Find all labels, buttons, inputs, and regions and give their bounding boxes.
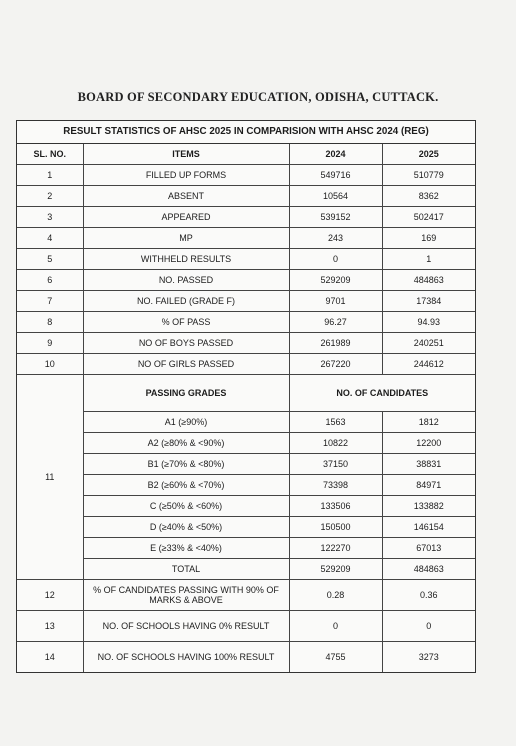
row-value-2025: 94.93 [382, 312, 475, 333]
col-header-2025: 2025 [382, 144, 475, 165]
grade-value-2024: 1563 [289, 412, 382, 433]
row-sl-no: 6 [17, 270, 83, 291]
row-item: NO. FAILED (GRADE F) [83, 291, 289, 312]
row-item: % OF CANDIDATES PASSING WITH 90% OF MARKS & ABOVE [83, 580, 289, 611]
row-item: MP [83, 228, 289, 249]
grades-sl-no: 11 [17, 375, 83, 580]
row-item: NO OF BOYS PASSED [83, 333, 289, 354]
grade-row [17, 496, 475, 517]
grade-row [17, 517, 475, 538]
row-item: APPEARED [83, 207, 289, 228]
row-sl-no: 2 [17, 186, 83, 207]
row-sl-no: 14 [17, 642, 83, 673]
table-row [17, 165, 475, 186]
table-row [17, 611, 475, 642]
grade-label: B2 (≥60% & <70%) [83, 475, 289, 496]
grade-value-2024: 133506 [289, 496, 382, 517]
grade-value-2025: 484863 [382, 559, 475, 580]
grade-label: E (≥33% & <40%) [83, 538, 289, 559]
table-row [17, 249, 475, 270]
grade-label: C (≥50% & <60%) [83, 496, 289, 517]
row-value-2025: 0.36 [382, 580, 475, 611]
row-value-2024: 539152 [289, 207, 382, 228]
grade-row [17, 538, 475, 559]
row-value-2024: 267220 [289, 354, 382, 375]
row-item: % OF PASS [83, 312, 289, 333]
grade-value-2024: 122270 [289, 538, 382, 559]
row-value-2024: 549716 [289, 165, 382, 186]
col-header-2024: 2024 [289, 144, 382, 165]
row-sl-no: 1 [17, 165, 83, 186]
row-value-2024: 4755 [289, 642, 382, 673]
grade-row [17, 454, 475, 475]
grade-label: TOTAL [83, 559, 289, 580]
table-title: RESULT STATISTICS OF AHSC 2025 IN COMPARISION WITH AHSC 2024 (REG) [17, 121, 475, 144]
row-value-2025: 484863 [382, 270, 475, 291]
row-item: NO OF GIRLS PASSED [83, 354, 289, 375]
table-row [17, 228, 475, 249]
row-value-2025: 17384 [382, 291, 475, 312]
grade-label: B1 (≥70% & <80%) [83, 454, 289, 475]
col-header-sl: SL. NO. [17, 144, 83, 165]
row-sl-no: 5 [17, 249, 83, 270]
row-value-2024: 10564 [289, 186, 382, 207]
table-row [17, 207, 475, 228]
row-value-2024: 261989 [289, 333, 382, 354]
statistics-table [16, 120, 476, 673]
row-value-2025: 244612 [382, 354, 475, 375]
grade-row [17, 433, 475, 454]
grade-value-2025: 67013 [382, 538, 475, 559]
grade-label: A2 (≥80% & <90%) [83, 433, 289, 454]
row-value-2025: 1 [382, 249, 475, 270]
grade-value-2024: 529209 [289, 559, 382, 580]
row-value-2025: 0 [382, 611, 475, 642]
row-value-2025: 8362 [382, 186, 475, 207]
row-value-2025: 240251 [382, 333, 475, 354]
row-item: WITHHELD RESULTS [83, 249, 289, 270]
row-sl-no: 8 [17, 312, 83, 333]
header-row [17, 144, 475, 165]
grade-row [17, 559, 475, 580]
row-value-2025: 510779 [382, 165, 475, 186]
passing-grades-header: PASSING GRADES [83, 375, 289, 412]
row-item: NO. OF SCHOOLS HAVING 0% RESULT [83, 611, 289, 642]
row-sl-no: 3 [17, 207, 83, 228]
row-item: ABSENT [83, 186, 289, 207]
grade-value-2024: 150500 [289, 517, 382, 538]
grade-label: D (≥40% & <50%) [83, 517, 289, 538]
row-sl-no: 7 [17, 291, 83, 312]
grade-label: A1 (≥90%) [83, 412, 289, 433]
grade-value-2024: 10822 [289, 433, 382, 454]
row-value-2024: 0.28 [289, 580, 382, 611]
row-sl-no: 9 [17, 333, 83, 354]
row-item: NO. OF SCHOOLS HAVING 100% RESULT [83, 642, 289, 673]
row-value-2024: 96.27 [289, 312, 382, 333]
row-value-2025: 502417 [382, 207, 475, 228]
row-value-2024: 0 [289, 249, 382, 270]
row-value-2024: 0 [289, 611, 382, 642]
row-sl-no: 12 [17, 580, 83, 611]
grade-row [17, 475, 475, 496]
row-item: FILLED UP FORMS [83, 165, 289, 186]
row-value-2025: 3273 [382, 642, 475, 673]
row-value-2024: 9701 [289, 291, 382, 312]
grade-row [17, 412, 475, 433]
stats-grid [17, 144, 475, 672]
grade-value-2024: 73398 [289, 475, 382, 496]
table-row [17, 354, 475, 375]
row-sl-no: 4 [17, 228, 83, 249]
table-row [17, 270, 475, 291]
board-heading: BOARD OF SECONDARY EDUCATION, ODISHA, CUTTACK. [77, 90, 439, 104]
row-sl-no: 10 [17, 354, 83, 375]
grade-value-2025: 133882 [382, 496, 475, 517]
table-row [17, 312, 475, 333]
col-header-items: ITEMS [83, 144, 289, 165]
table-row [17, 186, 475, 207]
grade-value-2025: 146154 [382, 517, 475, 538]
row-sl-no: 13 [17, 611, 83, 642]
grades-header-row [17, 375, 475, 412]
grade-value-2025: 38831 [382, 454, 475, 475]
table-row [17, 580, 475, 611]
row-item: NO. PASSED [83, 270, 289, 291]
grade-value-2024: 37150 [289, 454, 382, 475]
grade-value-2025: 84971 [382, 475, 475, 496]
row-value-2025: 169 [382, 228, 475, 249]
row-value-2024: 243 [289, 228, 382, 249]
no-of-candidates-header: NO. OF CANDIDATES [289, 375, 475, 412]
grade-value-2025: 12200 [382, 433, 475, 454]
table-row [17, 291, 475, 312]
table-row [17, 333, 475, 354]
row-value-2024: 529209 [289, 270, 382, 291]
table-row [17, 642, 475, 673]
grade-value-2025: 1812 [382, 412, 475, 433]
